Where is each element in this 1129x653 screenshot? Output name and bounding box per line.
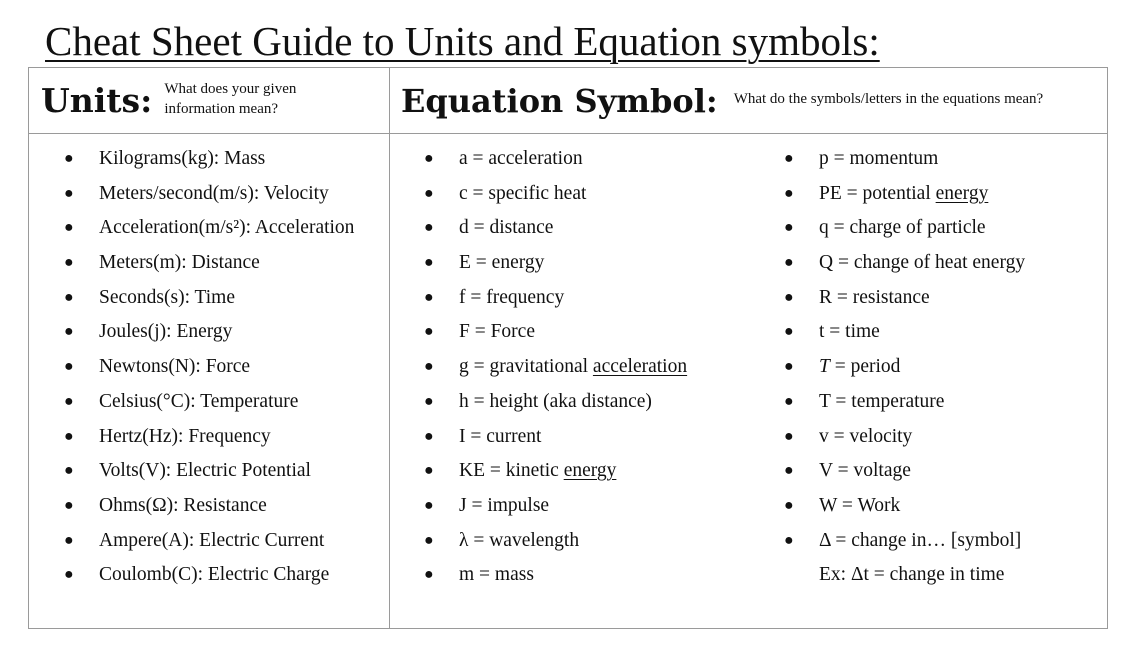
item-text: m = mass <box>459 564 534 586</box>
item-underlined-text: energy <box>563 460 617 482</box>
bullet-icon: ● <box>424 150 434 167</box>
bullet-icon: ● <box>784 219 794 237</box>
item-text: λ = wavelength <box>459 529 580 551</box>
bullet-icon: ● <box>424 184 434 202</box>
bullet-icon: ● <box>784 184 794 202</box>
bullet-icon: ● <box>64 566 74 584</box>
unit-item <box>64 320 354 355</box>
symbol-item <box>784 494 1025 529</box>
symbol-item <box>424 529 687 564</box>
column-divider <box>389 68 390 628</box>
item-underlined-text: energy <box>935 182 989 204</box>
bullet-icon: ● <box>424 358 434 376</box>
symbol-item <box>784 529 1025 564</box>
item-text: T = temperature <box>819 390 945 412</box>
units-subheading: What does your given information mean? <box>164 81 297 117</box>
symbol-item <box>784 459 1025 494</box>
bullet-icon: ● <box>784 358 794 376</box>
item-text: I = current <box>459 425 542 447</box>
symbols-list-right <box>784 147 1026 563</box>
item-text: c = specific heat <box>459 182 587 204</box>
bullet-icon: ● <box>424 531 434 549</box>
item-text: Hertz(Hz): Frequency <box>99 425 271 447</box>
symbol-item <box>424 320 687 355</box>
symbols-list-left <box>424 147 688 598</box>
equation-symbol-heading: Equation Symbol: <box>401 81 718 120</box>
item-text: R = resistance <box>819 286 930 308</box>
item-text: Volts(V): Electric Potential <box>99 460 311 482</box>
symbol-item <box>784 425 1025 460</box>
item-text: W = Work <box>819 494 901 516</box>
bullet-icon: ● <box>424 323 434 341</box>
item-text: t = time <box>819 321 880 343</box>
bullet-icon: ● <box>424 462 434 480</box>
equation-symbol-subheading: What do the symbols/letters in the equations mean? <box>733 91 1044 107</box>
unit-item <box>64 286 354 321</box>
unit-item <box>64 390 354 425</box>
bullet-icon: ● <box>64 254 74 272</box>
unit-item <box>64 459 354 494</box>
symbol-item <box>424 425 687 460</box>
symbol-item <box>424 494 687 529</box>
units-list <box>64 147 355 598</box>
example-line: Ex: Δt = change in time <box>819 564 1005 585</box>
units-header <box>41 68 381 133</box>
bullet-icon: ● <box>64 219 74 237</box>
item-text: Meters/second(m/s): Velocity <box>99 182 329 204</box>
item-text: Celsius(°C): Temperature <box>99 390 299 412</box>
bullet-icon: ● <box>784 462 794 480</box>
bullet-icon: ● <box>424 254 434 272</box>
bullet-icon: ● <box>784 323 794 341</box>
bullet-icon: ● <box>64 358 74 376</box>
unit-item <box>64 216 355 251</box>
equation-symbol-header <box>401 68 1101 133</box>
item-text: T = period <box>819 356 901 378</box>
item-text: Newtons(N): Force <box>99 356 251 378</box>
item-text: Meters(m): Distance <box>99 252 260 274</box>
item-text: J = impulse <box>459 494 550 516</box>
bullet-icon: ● <box>784 427 794 445</box>
item-text: a = acceleration <box>459 148 583 169</box>
bullet-icon: ● <box>784 392 794 410</box>
symbol-item <box>424 251 687 286</box>
symbol-item <box>424 563 687 598</box>
symbol-item <box>424 390 687 425</box>
item-text: d = distance <box>459 217 554 239</box>
symbol-item <box>784 216 1025 251</box>
symbol-item <box>784 182 1025 217</box>
symbol-item <box>784 390 1025 425</box>
item-underlined-text: acceleration <box>592 356 688 378</box>
symbol-item <box>784 286 1025 321</box>
item-text: v = velocity <box>819 425 913 447</box>
bullet-icon: ● <box>784 288 794 306</box>
bullet-icon: ● <box>64 184 74 202</box>
item-text: Q = change of heat energy <box>819 252 1026 274</box>
symbol-item <box>784 251 1026 286</box>
item-text: Coulomb(C): Electric Charge <box>99 564 330 586</box>
bullet-icon: ● <box>424 288 434 306</box>
item-text: E = energy <box>459 252 545 274</box>
bullet-icon: ● <box>64 462 74 480</box>
bullet-icon: ● <box>64 323 74 341</box>
unit-item <box>64 251 354 286</box>
bullet-icon: ● <box>424 566 434 584</box>
item-text: Seconds(s): Time <box>99 286 235 308</box>
unit-item <box>64 182 354 217</box>
symbol-item <box>784 320 1025 355</box>
symbol-item <box>424 182 687 217</box>
symbol-item <box>424 147 687 182</box>
item-text: Δ = change in… [symbol] <box>819 529 1022 551</box>
item-text: V = voltage <box>819 460 911 482</box>
bullet-icon: ● <box>64 150 74 167</box>
item-text: Joules(j): Energy <box>99 321 233 343</box>
item-text: Ohms(Ω): Resistance <box>99 494 267 516</box>
bullet-icon: ● <box>424 427 434 445</box>
symbol-item <box>784 147 1025 182</box>
unit-item <box>64 529 354 564</box>
symbol-item <box>424 286 687 321</box>
bullet-icon: ● <box>64 392 74 410</box>
symbol-item <box>424 355 688 390</box>
unit-item <box>64 355 354 390</box>
item-text: h = height (aka distance) <box>459 390 652 412</box>
cheat-sheet-table <box>28 67 1108 629</box>
bullet-icon: ● <box>64 531 74 549</box>
header-divider <box>29 133 1107 134</box>
units-heading: Units: <box>41 81 153 120</box>
bullet-icon: ● <box>424 219 434 237</box>
bullet-icon: ● <box>64 427 74 445</box>
bullet-icon: ● <box>64 496 74 514</box>
symbol-item <box>424 216 687 251</box>
item-text: q = charge of particle <box>819 217 986 239</box>
bullet-icon: ● <box>784 496 794 514</box>
bullet-icon: ● <box>424 392 434 410</box>
item-text: Ampere(A): Electric Current <box>99 529 325 551</box>
bullet-icon: ● <box>784 531 794 549</box>
item-text: g = gravitational <box>459 356 593 378</box>
item-text: Kilograms(kg): Mass <box>99 148 266 169</box>
item-text: p = momentum <box>819 148 939 169</box>
symbol-item <box>424 459 687 494</box>
bullet-icon: ● <box>424 496 434 514</box>
unit-item <box>64 147 354 182</box>
symbol-item <box>784 355 1025 390</box>
item-text: f = frequency <box>459 286 565 308</box>
item-text: F = Force <box>459 321 535 343</box>
unit-item <box>64 494 354 529</box>
item-text: PE = potential <box>819 182 936 204</box>
bullet-icon: ● <box>64 288 74 306</box>
bullet-icon: ● <box>784 150 794 167</box>
unit-item <box>64 425 354 460</box>
unit-item <box>64 563 354 598</box>
item-text: KE = kinetic <box>459 460 564 482</box>
page-title: Cheat Sheet Guide to Units and Equation symbols: <box>45 18 880 64</box>
item-text: Acceleration(m/s²): Acceleration <box>99 217 355 239</box>
bullet-icon: ● <box>784 254 794 272</box>
